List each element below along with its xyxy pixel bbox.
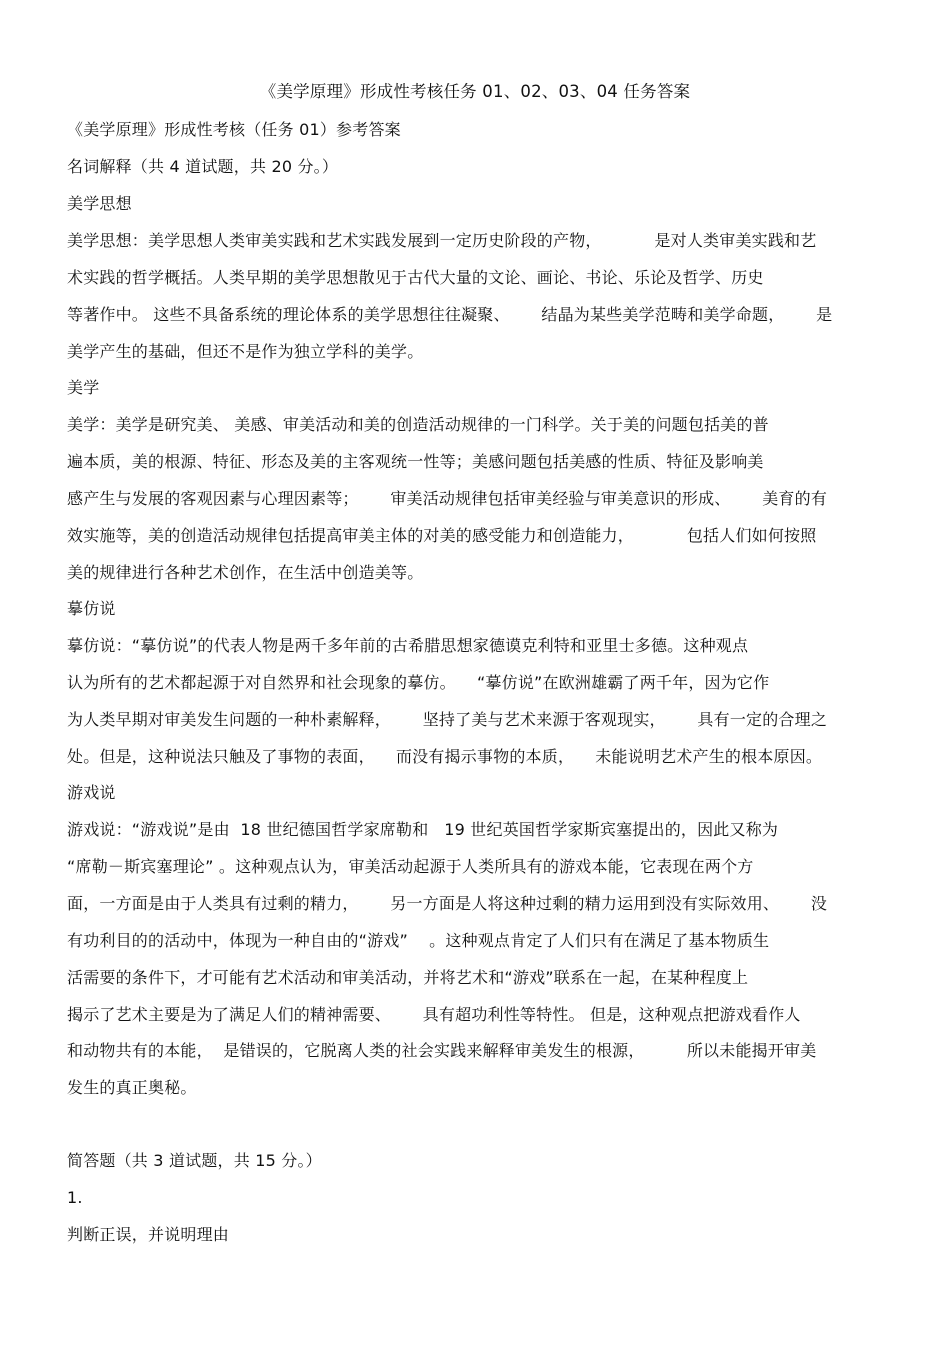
term-heading: 游戏说 bbox=[67, 783, 116, 802]
paragraph-line: 揭示了艺术主要是为了满足人们的精神需要、 具有超功利性等特性。 但是，这种观点把游戏看作人 bbox=[67, 1005, 801, 1024]
term-heading: 摹仿说 bbox=[67, 599, 116, 618]
section-heading-short-answer: 简答题（共 3 道试题，共 15 分。） bbox=[67, 1151, 322, 1170]
paragraph-line: 美的规律进行各种艺术创作，在生活中创造美等。 bbox=[67, 563, 424, 582]
paragraph-line: 感产生与发展的客观因素与心理因素等； 审美活动规律包括审美经验与审美意识的形成、 美育的有 bbox=[67, 489, 828, 508]
paragraph-line: 摹仿说：“摹仿说”的代表人物是两千多年前的古希腊思想家德谟克利特和亚里士多德。这种观点 bbox=[67, 636, 749, 655]
paragraph-line: 游戏说：“游戏说”是由 18 世纪德国哲学家席勒和 19 世纪英国哲学家斯宾塞提出的，因此又称为 bbox=[67, 820, 779, 839]
paragraph-line: 效实施等，美的创造活动规律包括提高审美主体的对美的感受能力和创造能力， 包括人们如何按照 bbox=[67, 526, 817, 545]
document-title: 《美学原理》形成性考核任务 01、02、03、04 任务答案 bbox=[259, 82, 691, 101]
document-subtitle: 《美学原理》形成性考核（任务 01）参考答案 bbox=[67, 120, 401, 139]
paragraph-line: 等著作中。 这些不具备系统的理论体系的美学思想往往凝聚、 结晶为某些美学范畴和美学命题， 是 bbox=[67, 305, 833, 324]
paragraph-line: “席勒－斯宾塞理论” 。这种观点认为，审美活动起源于人类所具有的游戏本能，它表现在两个方 bbox=[67, 857, 754, 876]
paragraph-line: 活需要的条件下，才可能有艺术活动和审美活动，并将艺术和“游戏”联系在一起，在某种程度上 bbox=[67, 968, 749, 987]
paragraph-line: 有功利目的的活动中，体现为一种自由的“游戏” 。这种观点肯定了人们只有在满足了基本物质生 bbox=[67, 931, 770, 950]
paragraph-line: 和动物共有的本能， 是错误的，它脱离人类的社会实践来解释审美发生的根源， 所以未能揭开审美 bbox=[67, 1041, 817, 1060]
paragraph-line: 美学产生的基础，但还不是作为独立学科的美学。 bbox=[67, 342, 424, 361]
question-number: 1. bbox=[67, 1188, 83, 1207]
question-prompt: 判断正误，并说明理由 bbox=[67, 1225, 230, 1244]
paragraph-line: 遍本质，美的根源、特征、形态及美的主客观统一性等；美感问题包括美感的性质、特征及影响美 bbox=[67, 452, 764, 471]
term-heading: 美学思想 bbox=[67, 194, 132, 213]
term-heading: 美学 bbox=[67, 378, 100, 397]
paragraph-line: 发生的真正奥秘。 bbox=[67, 1078, 197, 1097]
paragraph-line: 术实践的哲学概括。人类早期的美学思想散见于古代大量的文论、画论、书论、乐论及哲学、历史 bbox=[67, 268, 764, 287]
paragraph-line: 处。但是，这种说法只触及了事物的表面， 而没有揭示事物的本质， 未能说明艺术产生的根本原因。 bbox=[67, 747, 823, 766]
paragraph-line: 认为所有的艺术都起源于对自然界和社会现象的摹仿。 “摹仿说”在欧洲雄霸了两千年，因为它作 bbox=[67, 673, 770, 692]
paragraph-line: 美学思想：美学思想人类审美实践和艺术实践发展到一定历史阶段的产物， 是对人类审美实践和艺 bbox=[67, 231, 817, 250]
paragraph-line: 面，一方面是由于人类具有过剩的精力， 另一方面是人将这种过剩的精力运用到没有实际效用、 没 bbox=[67, 894, 828, 913]
paragraph-line: 为人类早期对审美发生问题的一种朴素解释， 坚持了美与艺术来源于客观现实， 具有一定的合理之 bbox=[67, 710, 828, 729]
section-heading-terms: 名词解释（共 4 道试题，共 20 分。） bbox=[67, 157, 339, 176]
paragraph-line: 美学：美学是研究美、 美感、审美活动和美的创造活动规律的一门科学。关于美的问题包括美的普 bbox=[67, 415, 769, 434]
